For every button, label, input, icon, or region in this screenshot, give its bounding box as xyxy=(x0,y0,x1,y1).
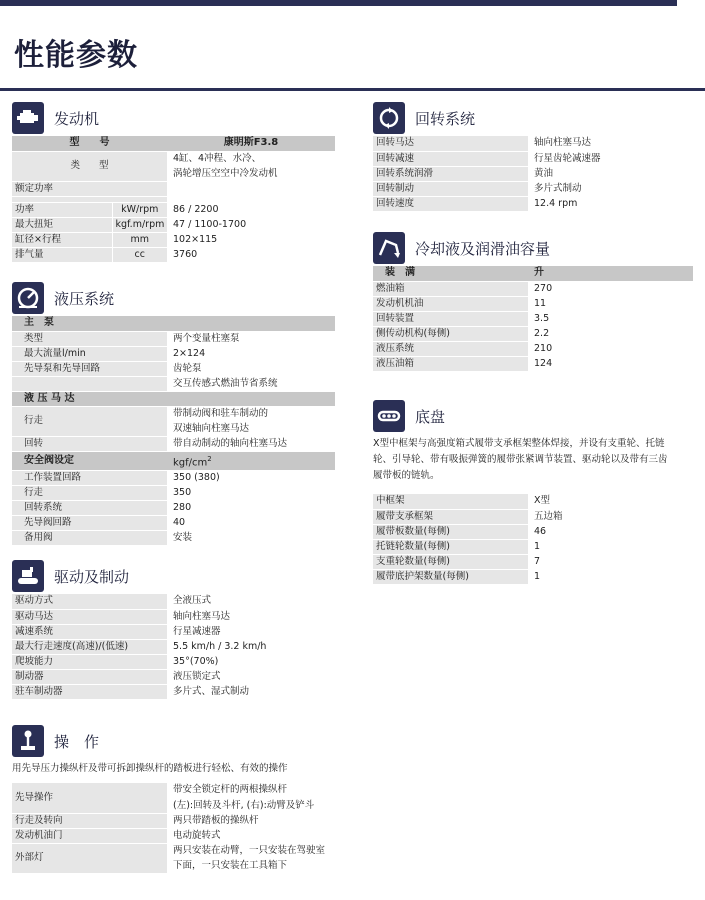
engine-section xyxy=(12,100,335,280)
hydraulic-table xyxy=(12,316,335,546)
pump-extra-value: 交互传感式燃油节省系统 xyxy=(167,376,335,391)
capacity-header-row xyxy=(373,266,693,281)
excavator-arm-icon xyxy=(373,232,405,264)
relief-row-value: 350 xyxy=(167,485,335,500)
capacity-head-key: 装 满 xyxy=(373,266,528,281)
chassis-row-value: 五边箱 xyxy=(528,509,693,524)
table-row xyxy=(12,247,335,262)
relief-unit xyxy=(167,451,335,470)
table-row xyxy=(12,843,335,858)
relief-row-value: 280 xyxy=(167,500,335,515)
pump-row-key: 最大流量l/min xyxy=(12,346,167,361)
swing-row-value: 黄油 xyxy=(528,166,693,181)
light-value-2: 下面，一只安装在工具箱下 xyxy=(167,858,335,873)
table-row xyxy=(12,813,335,828)
chassis-row-value: 1 xyxy=(528,539,693,554)
capacity-table xyxy=(373,266,693,372)
drive-row-value: 轴向柱塞马达 xyxy=(167,609,335,624)
engine-row-unit: mm xyxy=(112,232,167,247)
chassis-row-key: 托链轮数量(每侧) xyxy=(373,539,528,554)
engine-row-unit: cc xyxy=(112,247,167,262)
table-row xyxy=(373,196,693,211)
chassis-row-value: 46 xyxy=(528,524,693,539)
swing-row-key: 回转速度 xyxy=(373,196,528,211)
operation-table xyxy=(12,783,335,874)
motor-header-label: 液 压 马 达 xyxy=(12,391,167,406)
title-divider xyxy=(0,88,705,91)
relief-unit-text: kgf/cm xyxy=(173,456,208,468)
pump-row-value: 2×124 xyxy=(167,346,335,361)
drive-header xyxy=(12,558,335,594)
chassis-table xyxy=(373,494,693,585)
pump-row-value: 齿轮泵 xyxy=(167,361,335,376)
engine-row-value: 3760 xyxy=(167,247,335,262)
hydraulic-header xyxy=(12,280,335,316)
swing-title: 回转系统 xyxy=(415,109,476,128)
operation-intro: 用先导压力操纵杆及带可拆卸操纵杆的踏板进行轻松、有效的操作 xyxy=(12,763,288,774)
engine-row-value: 86 / 2200 xyxy=(167,202,335,217)
drive-row-key: 爬坡能力 xyxy=(12,654,167,669)
engine-row-unit: kgf.m/rpm xyxy=(112,217,167,232)
chassis-row-key: 支重轮数量(每侧) xyxy=(373,554,528,569)
chassis-row-key: 履带板数量(每侧) xyxy=(373,524,528,539)
drive-row-key: 驱动方式 xyxy=(12,594,167,609)
hydraulic-title: 液压系统 xyxy=(54,289,115,308)
travel-motor-value-1: 带制动阀和驻车制动的 xyxy=(167,406,335,421)
chassis-row-key: 中框架 xyxy=(373,494,528,509)
table-row xyxy=(373,569,693,584)
drive-row-value: 行星减速器 xyxy=(167,624,335,639)
swing-row-key: 回转减速 xyxy=(373,151,528,166)
table-row xyxy=(12,376,335,391)
capacity-row-value: 11 xyxy=(528,296,693,311)
relief-row-key: 工作装置回路 xyxy=(12,470,167,485)
table-row xyxy=(373,554,693,569)
drive-title: 驱动及制动 xyxy=(54,567,130,586)
table-row xyxy=(12,485,335,500)
capacity-row-key: 液压油箱 xyxy=(373,356,528,371)
relief-row-key: 行走 xyxy=(12,485,167,500)
engine-header xyxy=(12,100,335,136)
operation-section xyxy=(12,723,335,874)
table-row xyxy=(12,406,335,421)
chassis-row-key: 履带底护架数量(每侧) xyxy=(373,569,528,584)
capacity-row-key: 液压系统 xyxy=(373,341,528,356)
table-row xyxy=(373,539,693,554)
table-row xyxy=(373,296,693,311)
engine-type-label: 类 型 xyxy=(12,151,167,181)
swing-row-value: 轴向柱塞马达 xyxy=(528,136,693,151)
engine-model-row xyxy=(12,136,335,151)
swing-row-value: 行星齿轮减速器 xyxy=(528,151,693,166)
relief-unit-sup: 2 xyxy=(207,454,212,463)
table-row xyxy=(12,232,335,247)
main-pump-header-empty xyxy=(167,316,335,331)
drive-section xyxy=(12,558,335,723)
relief-row-key: 备用阀 xyxy=(12,530,167,545)
capacity-row-key: 燃油箱 xyxy=(373,281,528,296)
operation-header xyxy=(12,723,335,759)
hydraulic-section xyxy=(12,280,335,558)
table-row xyxy=(373,181,693,196)
swing-motor-label: 回转 xyxy=(12,436,167,451)
capacity-row-value: 124 xyxy=(528,356,693,371)
capacity-section xyxy=(373,230,693,398)
travel-motor-label: 行走 xyxy=(12,406,167,436)
table-row xyxy=(12,217,335,232)
drive-row-key: 制动器 xyxy=(12,669,167,684)
capacity-row-value: 210 xyxy=(528,341,693,356)
table-row xyxy=(373,151,693,166)
capacity-row-value: 270 xyxy=(528,281,693,296)
operation-row-key: 发动机油门 xyxy=(12,828,167,843)
engine-rated-power-empty xyxy=(167,181,335,196)
swing-table xyxy=(373,136,693,212)
pump-row-key: 类型 xyxy=(12,331,167,346)
main-pump-label: 主 泵 xyxy=(12,316,167,331)
engine-type-value-2: 涡轮增压空空中冷发动机 xyxy=(167,166,335,181)
motor-header-empty xyxy=(167,391,335,406)
capacity-row-key: 发动机机油 xyxy=(373,296,528,311)
engine-row-key: 排气量 xyxy=(12,247,112,262)
operation-row-value: 电动旋转式 xyxy=(167,828,335,843)
capacity-title: 冷却液及润滑油容量 xyxy=(415,239,551,258)
table-row xyxy=(12,470,335,485)
capacity-row-value: 2.2 xyxy=(528,326,693,341)
chassis-header xyxy=(373,398,693,434)
operation-row-key: 行走及转向 xyxy=(12,813,167,828)
chassis-description xyxy=(373,436,693,484)
table-row xyxy=(373,341,693,356)
chassis-row-value: 7 xyxy=(528,554,693,569)
operation-row-value: 两只带踏板的操纵杆 xyxy=(167,813,335,828)
drive-row-value: 35°(70%) xyxy=(167,654,335,669)
relief-row-key: 先导阀回路 xyxy=(12,515,167,530)
top-banner-bar xyxy=(0,0,705,6)
capacity-head-value: 升 xyxy=(528,266,693,281)
swing-row-key: 回转马达 xyxy=(373,136,528,151)
table-row xyxy=(373,166,693,181)
hydraulic-gauge-icon xyxy=(12,282,44,314)
top-banner-accent xyxy=(677,0,705,6)
table-row xyxy=(373,326,693,341)
engine-type-row xyxy=(12,151,335,166)
table-row xyxy=(12,624,335,639)
engine-row-key: 功率 xyxy=(12,202,112,217)
undercarriage-icon xyxy=(373,400,405,432)
engine-rated-power-row xyxy=(12,181,335,196)
engine-type-value-1: 4缸、4冲程、水冷、 xyxy=(167,151,335,166)
chassis-row-value: X型 xyxy=(528,494,693,509)
table-row xyxy=(12,530,335,545)
table-row xyxy=(12,783,335,798)
page-title: 性能参数 xyxy=(14,38,138,73)
travel-motor-value-2: 双速轴向柱塞马达 xyxy=(167,421,335,436)
relief-header xyxy=(12,451,335,470)
drive-table xyxy=(12,594,335,700)
capacity-row-value: 3.5 xyxy=(528,311,693,326)
drive-row-value: 5.5 km/h / 3.2 km/h xyxy=(167,639,335,654)
relief-row-key: 回转系统 xyxy=(12,500,167,515)
table-row xyxy=(12,346,335,361)
engine-row-unit: kW/rpm xyxy=(112,202,167,217)
drive-row-key: 驻车制动器 xyxy=(12,684,167,699)
table-row xyxy=(12,684,335,699)
engine-row-value: 102×115 xyxy=(167,232,335,247)
table-row xyxy=(12,609,335,624)
engine-model-label: 型 号 xyxy=(12,136,167,151)
swing-row-key: 回转制动 xyxy=(373,181,528,196)
light-label: 外部灯 xyxy=(12,843,167,873)
relief-row-value: 40 xyxy=(167,515,335,530)
pilot-value-1: 带安全锁定杆的两根操纵杆 xyxy=(167,783,335,798)
operation-title: 操 作 xyxy=(54,732,100,751)
swing-motor-value: 带自动制动的轴向柱塞马达 xyxy=(167,436,335,451)
swing-row-key: 回转系统润滑 xyxy=(373,166,528,181)
engine-rated-power-label: 额定功率 xyxy=(12,181,167,196)
drive-row-key: 最大行走速度(高速)/(低速) xyxy=(12,639,167,654)
pump-extra-key xyxy=(12,376,167,391)
chassis-para-line-2: 轮、引导轮、带有吸振弹簧的履带张紧调节装置、驱动轮以及带有三齿 xyxy=(373,454,668,465)
engine-table xyxy=(12,136,335,263)
table-row xyxy=(373,311,693,326)
swing-row-value: 多片式制动 xyxy=(528,181,693,196)
pump-row-key: 先导泵和先导回路 xyxy=(12,361,167,376)
swing-header xyxy=(373,100,693,136)
crawler-track-icon xyxy=(12,560,44,592)
capacity-row-key: 侧传动机构(每侧) xyxy=(373,326,528,341)
table-row xyxy=(12,594,335,609)
relief-header-label: 安全阀设定 xyxy=(12,451,167,470)
chassis-para-line-3: 履带板的链轨。 xyxy=(373,470,440,481)
motor-header xyxy=(12,391,335,406)
table-row xyxy=(373,356,693,371)
relief-row-value: 350 (380) xyxy=(167,470,335,485)
table-row xyxy=(12,515,335,530)
swing-row-value: 12.4 rpm xyxy=(528,196,693,211)
engine-row-key: 最大扭矩 xyxy=(12,217,112,232)
table-row xyxy=(12,436,335,451)
table-row xyxy=(12,500,335,515)
chassis-row-key: 履带支承框架 xyxy=(373,509,528,524)
capacity-row-key: 回转装置 xyxy=(373,311,528,326)
table-row xyxy=(373,494,693,509)
right-column xyxy=(373,100,693,585)
chassis-row-value: 1 xyxy=(528,569,693,584)
drive-row-value: 液压锁定式 xyxy=(167,669,335,684)
table-row xyxy=(373,136,693,151)
table-row xyxy=(12,202,335,217)
engine-row-value: 47 / 1100-1700 xyxy=(167,217,335,232)
swing-section xyxy=(373,100,693,230)
engine-model-value: 康明斯F3.8 xyxy=(167,136,335,151)
joystick-icon xyxy=(12,725,44,757)
drive-row-key: 减速系统 xyxy=(12,624,167,639)
table-row xyxy=(373,281,693,296)
table-row xyxy=(12,669,335,684)
rotation-icon xyxy=(373,102,405,134)
relief-row-value: 安装 xyxy=(167,530,335,545)
table-row xyxy=(373,524,693,539)
main-pump-header xyxy=(12,316,335,331)
left-column xyxy=(12,100,335,874)
chassis-section xyxy=(373,398,693,585)
pump-row-value: 两个变量柱塞泵 xyxy=(167,331,335,346)
chassis-para-line-1: X型中框架与高强度箱式履带支承框架整体焊接，并设有支重轮、托链 xyxy=(373,438,665,449)
light-value-1: 两只安装在动臂，一只安装在驾驶室 xyxy=(167,843,335,858)
table-row xyxy=(12,639,335,654)
table-row xyxy=(12,828,335,843)
chassis-title: 底盘 xyxy=(415,407,446,426)
engine-icon xyxy=(12,102,44,134)
engine-title: 发动机 xyxy=(54,109,100,128)
engine-row-key: 缸径×行程 xyxy=(12,232,112,247)
capacity-header xyxy=(373,230,693,266)
drive-row-key: 驱动马达 xyxy=(12,609,167,624)
pilot-label: 先导操作 xyxy=(12,783,167,813)
table-row xyxy=(12,361,335,376)
pilot-value-2: (左):回转及斗杆, (右):动臂及铲斗 xyxy=(167,798,335,813)
drive-row-value: 多片式、湿式制动 xyxy=(167,684,335,699)
drive-row-value: 全液压式 xyxy=(167,594,335,609)
table-row xyxy=(12,654,335,669)
table-row xyxy=(373,509,693,524)
table-row xyxy=(12,331,335,346)
